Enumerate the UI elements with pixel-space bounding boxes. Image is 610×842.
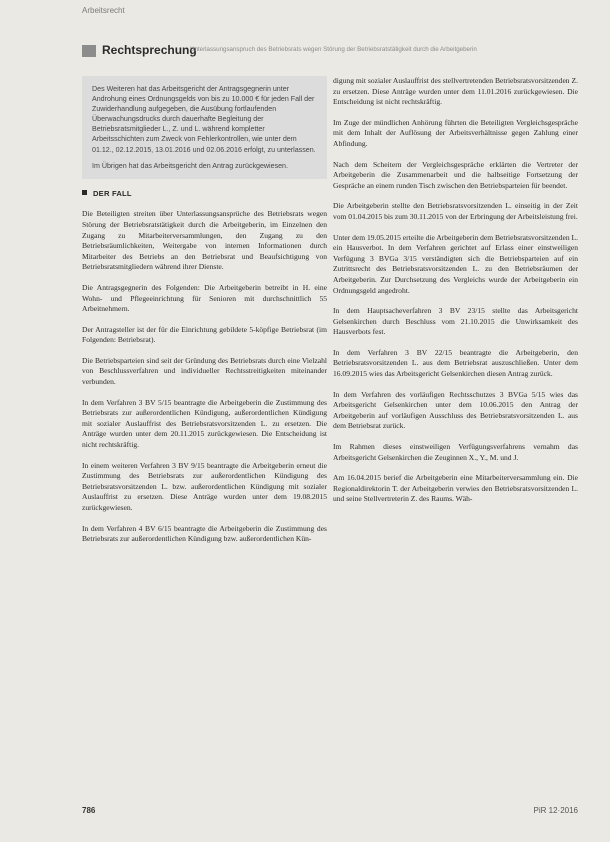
- issue-label: PiR 12·2016: [533, 806, 578, 815]
- page-title: Rechtsprechung: [102, 43, 197, 57]
- section-label: Arbeitsrecht: [82, 6, 125, 15]
- body-paragraph: In dem Hauptsacheverfahren 3 BV 23/15 stellte das Arbeitsgericht Gelsenkirchen durch Beschluss vom 21.10.2015 die Unwirksamkeit des Hausverbots fest.: [333, 306, 578, 337]
- page-header: [82, 44, 582, 58]
- body-paragraph: digung mit sozialer Auslauffrist des stellvertretenden Betriebsratsvorsitzenden Z. zu ersetzen. Diese Anträge wurden unter dem 11.01.2016 zurückgewiesen. Die Entscheidung ist nicht rechtskräftig.: [333, 76, 578, 107]
- body-paragraph: Am 16.04.2015 berief die Arbeitgeberin eine Mitarbeiterversammlung ein. Die Regionaldirektorin T. der Arbeitgeberin verwies den Betriebsratsvorsitzenden L. und seine Stellvertreterin Z. des Raums. Wäh-: [333, 473, 578, 504]
- body-paragraph: Der Antragsteller ist der für die Einrichtung gebildete 5-köpfige Betriebsrat (im Folgenden: Betriebsrat).: [82, 324, 327, 345]
- body-paragraph: Die Beteiligten streiten über Unterlassungsansprüche des Betriebsrats wegen Störung der Betriebsratstätigkeit durch die Arbeitgeberin, im Einzelnen den Zugang zu Mitarbeiterversammlungen, den Zugang zu den Betriebsräumlichkeiten, Weitergabe von internen Informationen durch Mitarbeiter des Betriebs an den Betriebsrat und Beaufsichtigung von Betriebsratsmitgliedern während ihrer Dienste.: [82, 209, 327, 272]
- header-square-icon: [82, 45, 96, 57]
- body-paragraph: In dem Verfahren 4 BV 6/15 beantragte die Arbeitgeberin die Zustimmung des Betriebsrats zur außerordentlichen Kündigung bzw. außerordentlichen Kün-: [82, 523, 327, 544]
- body-paragraph: Die Betriebsparteien sind seit der Gründung des Betriebsrats durch eine Vielzahl von Beschlussverfahren und individueller Rechtsstreitigkeiten miteinander verbunden.: [82, 355, 327, 387]
- body-paragraph: In dem Verfahren 3 BV 22/15 beantragte die Arbeitgeberin, den Betriebsratsvorsitzenden L. aus dem Betriebsrat auszuschließen. Unter dem 16.09.2015 wies das Arbeitsgericht Gelsenkirchen diesen Antrag zurück.: [333, 347, 578, 379]
- section-heading: [82, 189, 327, 200]
- body-paragraph: Nach dem Scheitern der Vergleichsgespräche erklärten die Vertreter der Arbeitgeberin die Zusammenarbeit und die halbseitige Fortsetzung der Gespräche an einem runden Tisch zwischen den Betriebsparteien für beendet.: [333, 159, 578, 190]
- left-column: [82, 76, 327, 555]
- page-number: 786: [82, 806, 96, 815]
- body-paragraph: In dem Verfahren 3 BV 5/15 beantragte die Arbeitgeberin die Zustimmung des Betriebsrats zur außerordentlichen Kündigung, außerordentlichen Kündigung mit sozialer Auslauffrist des Betriebsratsvorsitzenden L. zu ersetzen. Die Anträge wurden unter dem 20.11.2015 zurückgewiesen. Die Entscheidung ist nicht rechtskräftig.: [82, 397, 327, 450]
- body-paragraph: Im Rahmen dieses einstweiligen Verfügungsverfahrens vernahm das Arbeitsgericht Gelsenkirchen die Zeuginnen X., Y., M. und J.: [333, 442, 578, 462]
- summary-box: [82, 76, 327, 179]
- summary-paragraph: Des Weiteren hat das Arbeitsgericht der Antragsgegnerin unter Androhung eines Ordnungsgelds von bis zu 10.000 € für jeden Fall der Zuwiderhandlung aufgegeben, die Ausübung fortlaufenden Überwachungsdrucks durch dauerhafte Begleitung der Betriebsratsmitglieder L., Z. und L. während kompletter Arbeitsschichten zum Zweck von Fehlerkontrollen, wie unter dem 01.12., 02.12.2015, 13.01.2016 und 02.06.2016 erfolgt, zu unterlassen.: [92, 85, 316, 154]
- body-paragraph: In einem weiteren Verfahren 3 BV 9/15 beantragte die Arbeitgeberin erneut die Zustimmung des Betriebsrats zur außerordentlichen Kündigung des Betriebsratsvorsitzenden L. bzw. außerordentlichen Kündigung mit sozialer Auslauffrist zu ersetzen. Diese Anträge wurden unter dem 19.08.2015 zurückgewiesen.: [82, 460, 327, 512]
- square-bullet-icon: [82, 190, 87, 195]
- body-paragraph: Die Arbeitgeberin stellte den Betriebsratsvorsitzenden L. einseitig in der Zeit vom 01.04.2015 bis zum 30.11.2015 von der Erbringung der Arbeitsleistung frei.: [333, 201, 578, 221]
- page-subtitle: Unterlassungsanspruch des Betriebsrats wegen Störung der Betriebsratstätigkeit durch die Arbeitgeberin: [190, 46, 477, 53]
- body-paragraph: In dem Verfahren des vorläufigen Rechtsschutzes 3 BVGa 5/15 wies das Arbeitsgericht Gelsenkirchen unter dem 10.06.2015 den Antrag der Arbeitgeberin auf vorläufigen Ausschluss des Betriebsratsvorsitzenden L. aus dem Betriebsrat zurück.: [333, 389, 578, 431]
- summary-paragraph: Im Übrigen hat das Arbeitsgericht den Antrag zurückgewiesen.: [92, 161, 288, 170]
- body-paragraph: Die Antragsgegnerin des Folgenden: Die Arbeitgeberin betreibt in H. eine Wohn- und Pflegeeinrichtung für Senioren mit durchschnittlich 55 Arbeitnehmern.: [82, 282, 327, 314]
- right-column: [333, 76, 578, 515]
- body-paragraph: Im Zuge der mündlichen Anhörung führten die Beteiligten Vergleichsgespräche mit dem Inhalt der Auflösung der Arbeitsverhältnisse gegen Zahlung einer Abfindung.: [333, 117, 578, 148]
- body-paragraph: Unter dem 19.05.2015 erteilte die Arbeitgeberin dem Betriebsratsvorsitzenden L. ein Hausverbot. In dem Verfahren gerichtet auf Erlass einer einstweiligen Verfügung 3 BVGa 3/15 verständigten sich die Betriebsparteien auf ein Zutrittsrecht des Betriebsratsvorsitzenden L. zu den Betriebsräumen der Arbeitgeberin. Zur Durchsetzung des Vergleichs wurde der Arbeitgeberin ein Ordnungsgeld angedroht.: [333, 232, 578, 295]
- section-heading-label: DER FALL: [93, 188, 132, 198]
